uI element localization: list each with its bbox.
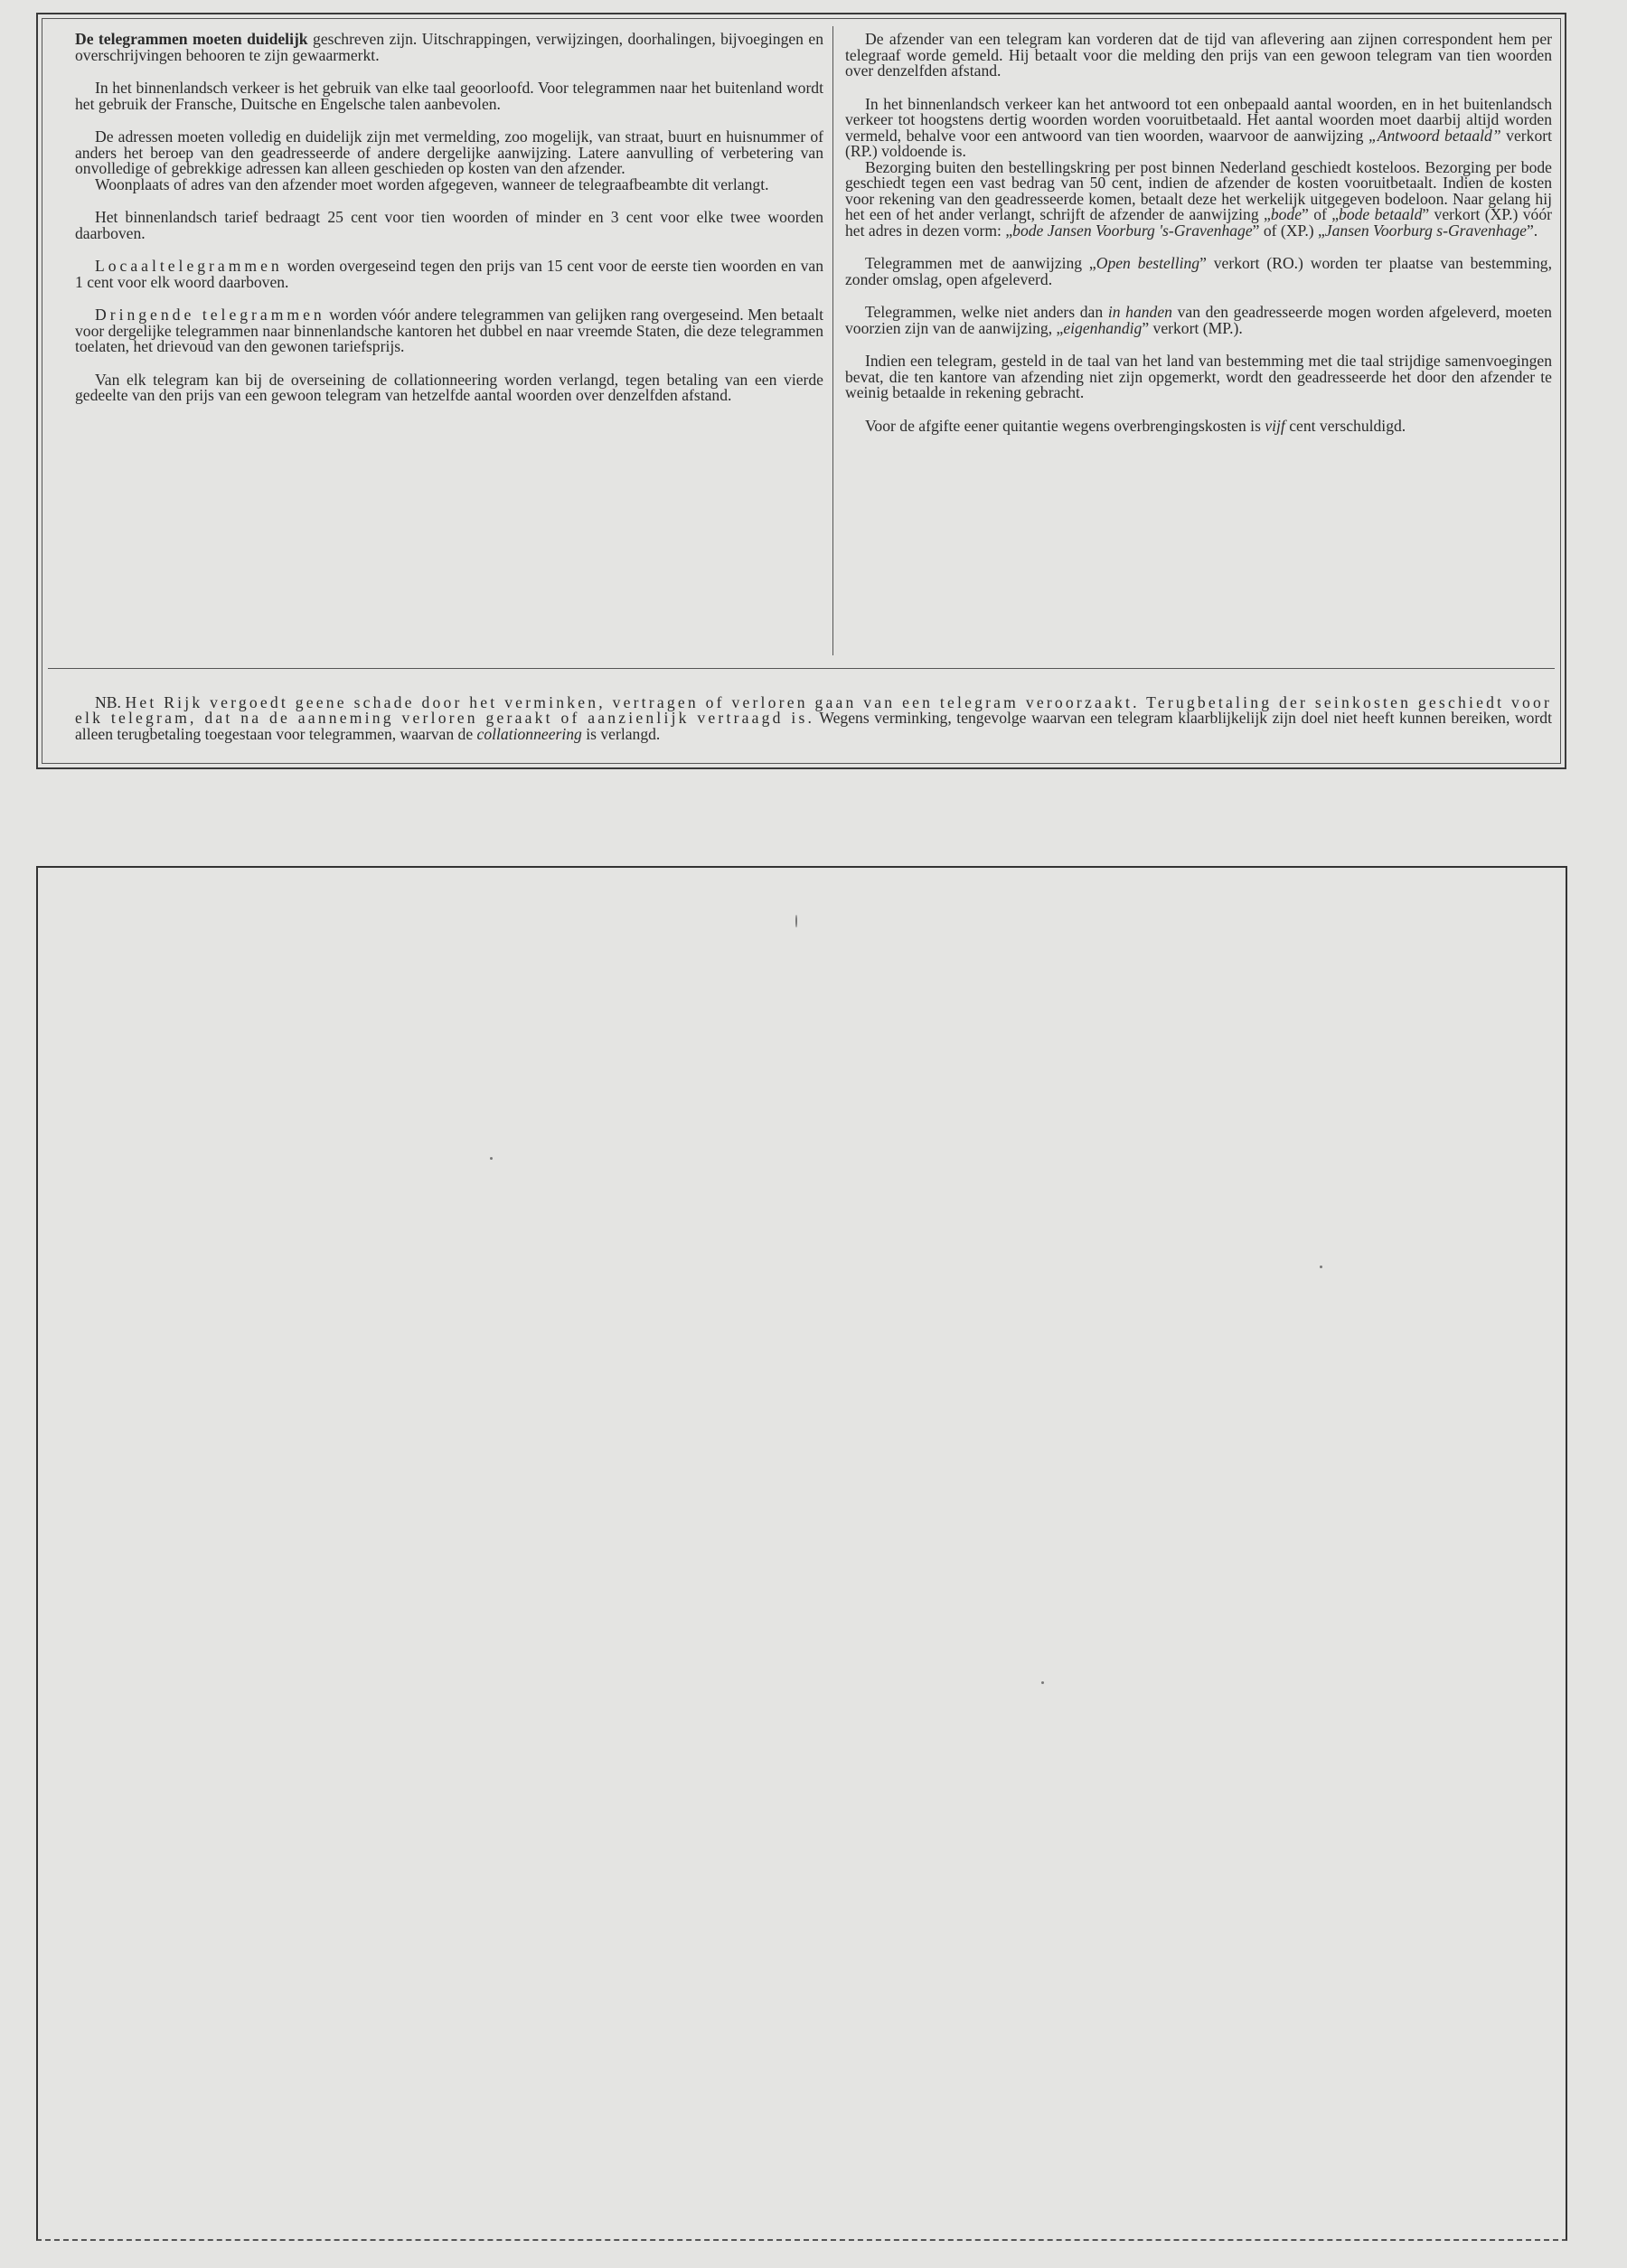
left-column	[75, 32, 823, 421]
nb-label: NB.	[95, 692, 121, 711]
paper-speck	[1041, 1681, 1044, 1684]
paragraph-receipt-fee: Voor de afgifte eener quitantie wegens overbrengingskosten is vijf cent verschuldigd.	[865, 416, 1406, 435]
paragraph-legibility: De telegrammen moeten duidelijk geschreven zijn. Uitschrappingen, verwijzingen, doorhalingen, bijvoegingen en overschrijvingen behooren te zijn gewaarmerkt.	[75, 30, 823, 64]
paper-speck	[795, 915, 797, 927]
paragraph-language-errors: Indien een telegram, gesteld in de taal van het land van bestemming met die taal strijdige samenvoegingen bevat, die ten kantore van afzending niet zijn opgemerkt, wordt den geadresseerde het door den afzender te weinig betaalde in rekening gebracht.	[845, 352, 1552, 401]
paragraph-messenger-delivery: Bezorging buiten den bestellingskring per post binnen Nederland geschiedt kosteloos. Bezorging per bode geschiedt tegen een vast bedrag van 50 cent, indien de afzender de kosten vooruitbetaalt. Indien de kosten voor rekening van den geadresseerde komen, betaalt deze het werkelijk uitgegeven bodeloon. Naar gelang hij het een of het ander verlangt, schrijft de afzender de aanwijzing „bode” of „bode betaald” verkort (XP.) vóór het adres in dezen vorm: „bode Jansen Voorburg 's-Gravenhage” of (XP.) „Jansen Voorburg s-Gravenhage”.	[845, 157, 1552, 240]
paragraph-sender-address: Woonplaats of adres van den afzender moet worden afgegeven, wanneer de telegraafbeambte dit verlangt.	[95, 174, 769, 193]
nb-liability-note: NB. Het Rijk vergoedt geene schade door het verminken, vertragen of verloren gaan van een telegram veroorzaakt. Terugbetaling der seinkosten geschiedt voor elk telegram, dat na de aanneming verloren geraakt of aanzienlijk vertraagd is. Wegens verminking, tengevolge waarvan een telegram klaarblijkelijk zijn doel niet heeft kunnen bereiken, wordt alleen terugbetaling toegestaan voor telegrammen, waarvan de collationneering is verlangd.	[75, 692, 1553, 743]
paragraph-domestic-tariff: Het binnenlandsch tarief bedraagt 25 cent voor tien woorden of minder en 3 cent voor elke twee woorden daarboven.	[75, 208, 823, 242]
paper-speck	[490, 1157, 493, 1160]
paragraph-personal-delivery: Telegrammen, welke niet anders dan in handen van den geadresseerde mogen worden afgeleverd, moeten voorzien zijn van de aanwijzing, „eigenhandig” verkort (MP.).	[845, 303, 1552, 337]
paragraph-urgent-telegrams: Dringende telegrammen worden vóór andere telegrammen van gelijken rang overgeseind. Men betaalt voor dergelijke telegrammen naar binnenlandsche kantoren het dubbel en naar vreemde Staten, die deze telegrammen toelaten, het drievoud van den gewonen tariefsprijs.	[75, 306, 823, 355]
nb-separator-rule	[48, 668, 1555, 669]
paragraph-language: In het binnenlandsch verkeer is het gebruik van elke taal geoorloofd. Voor telegrammen naar het buitenland wordt het gebruik der Fransche, Duitsche en Engelsche talen aanbevolen.	[75, 79, 823, 113]
paragraph-prepaid-reply: In het binnenlandsch verkeer kan het antwoord tot een onbepaald aantal woorden, en in het buitenlandsch verkeer tot hoogstens dertig woorden worden vooruitbetaald. Het aantal woorden moet daarbij altijd worden vermeld, behalve voor een antwoord van tien woorden, waarvoor de aanwijzing „Antwoord betaald” verkort (RP.) voldoende is.	[845, 94, 1552, 160]
column-divider	[832, 26, 833, 655]
notice-inner-border	[42, 18, 1561, 764]
right-column	[845, 32, 1552, 451]
paragraph-local-telegrams: Locaaltelegrammen worden overgeseind tegen den prijs van 15 cent voor de eerste tien woorden en van 1 cent voor elk woord daarboven.	[75, 257, 823, 291]
paragraph-addresses: De adressen moeten volledig en duidelijk zijn met vermelding, zoo mogelijk, van straat, buurt en huisnummer of anders het beroep van den geadresseerde of andere dergelijke aanwijzing. Latere aanvulling of verbetering van onvolledige of gebrekkige adressen kan alleen geschieden op kosten van den afzender.	[75, 127, 823, 177]
telegram-regulations-notice	[36, 13, 1566, 769]
paragraph-open-delivery: Telegrammen met de aanwijzing „Open bestelling” verkort (RO.) worden ter plaatse van bestemming, zonder omslag, open afgeleverd.	[845, 254, 1552, 288]
paper-speck	[1320, 1266, 1322, 1268]
blank-form-frame	[36, 866, 1567, 2241]
paragraph-delivery-time: De afzender van een telegram kan vorderen dat de tijd van aflevering aan zijnen correspondent hem per telegraaf worde gemeld. Hij betaalt voor die melding den prijs van een gewoon telegram van tien woorden over denzelfden afstand.	[845, 30, 1552, 80]
paragraph-collation: Van elk telegram kan bij de overseining de collationneering worden verlangd, tegen betaling van een vierde gedeelte van den prijs van een gewoon telegram van hetzelfde aantal woorden over denzelfden afstand.	[75, 370, 823, 404]
